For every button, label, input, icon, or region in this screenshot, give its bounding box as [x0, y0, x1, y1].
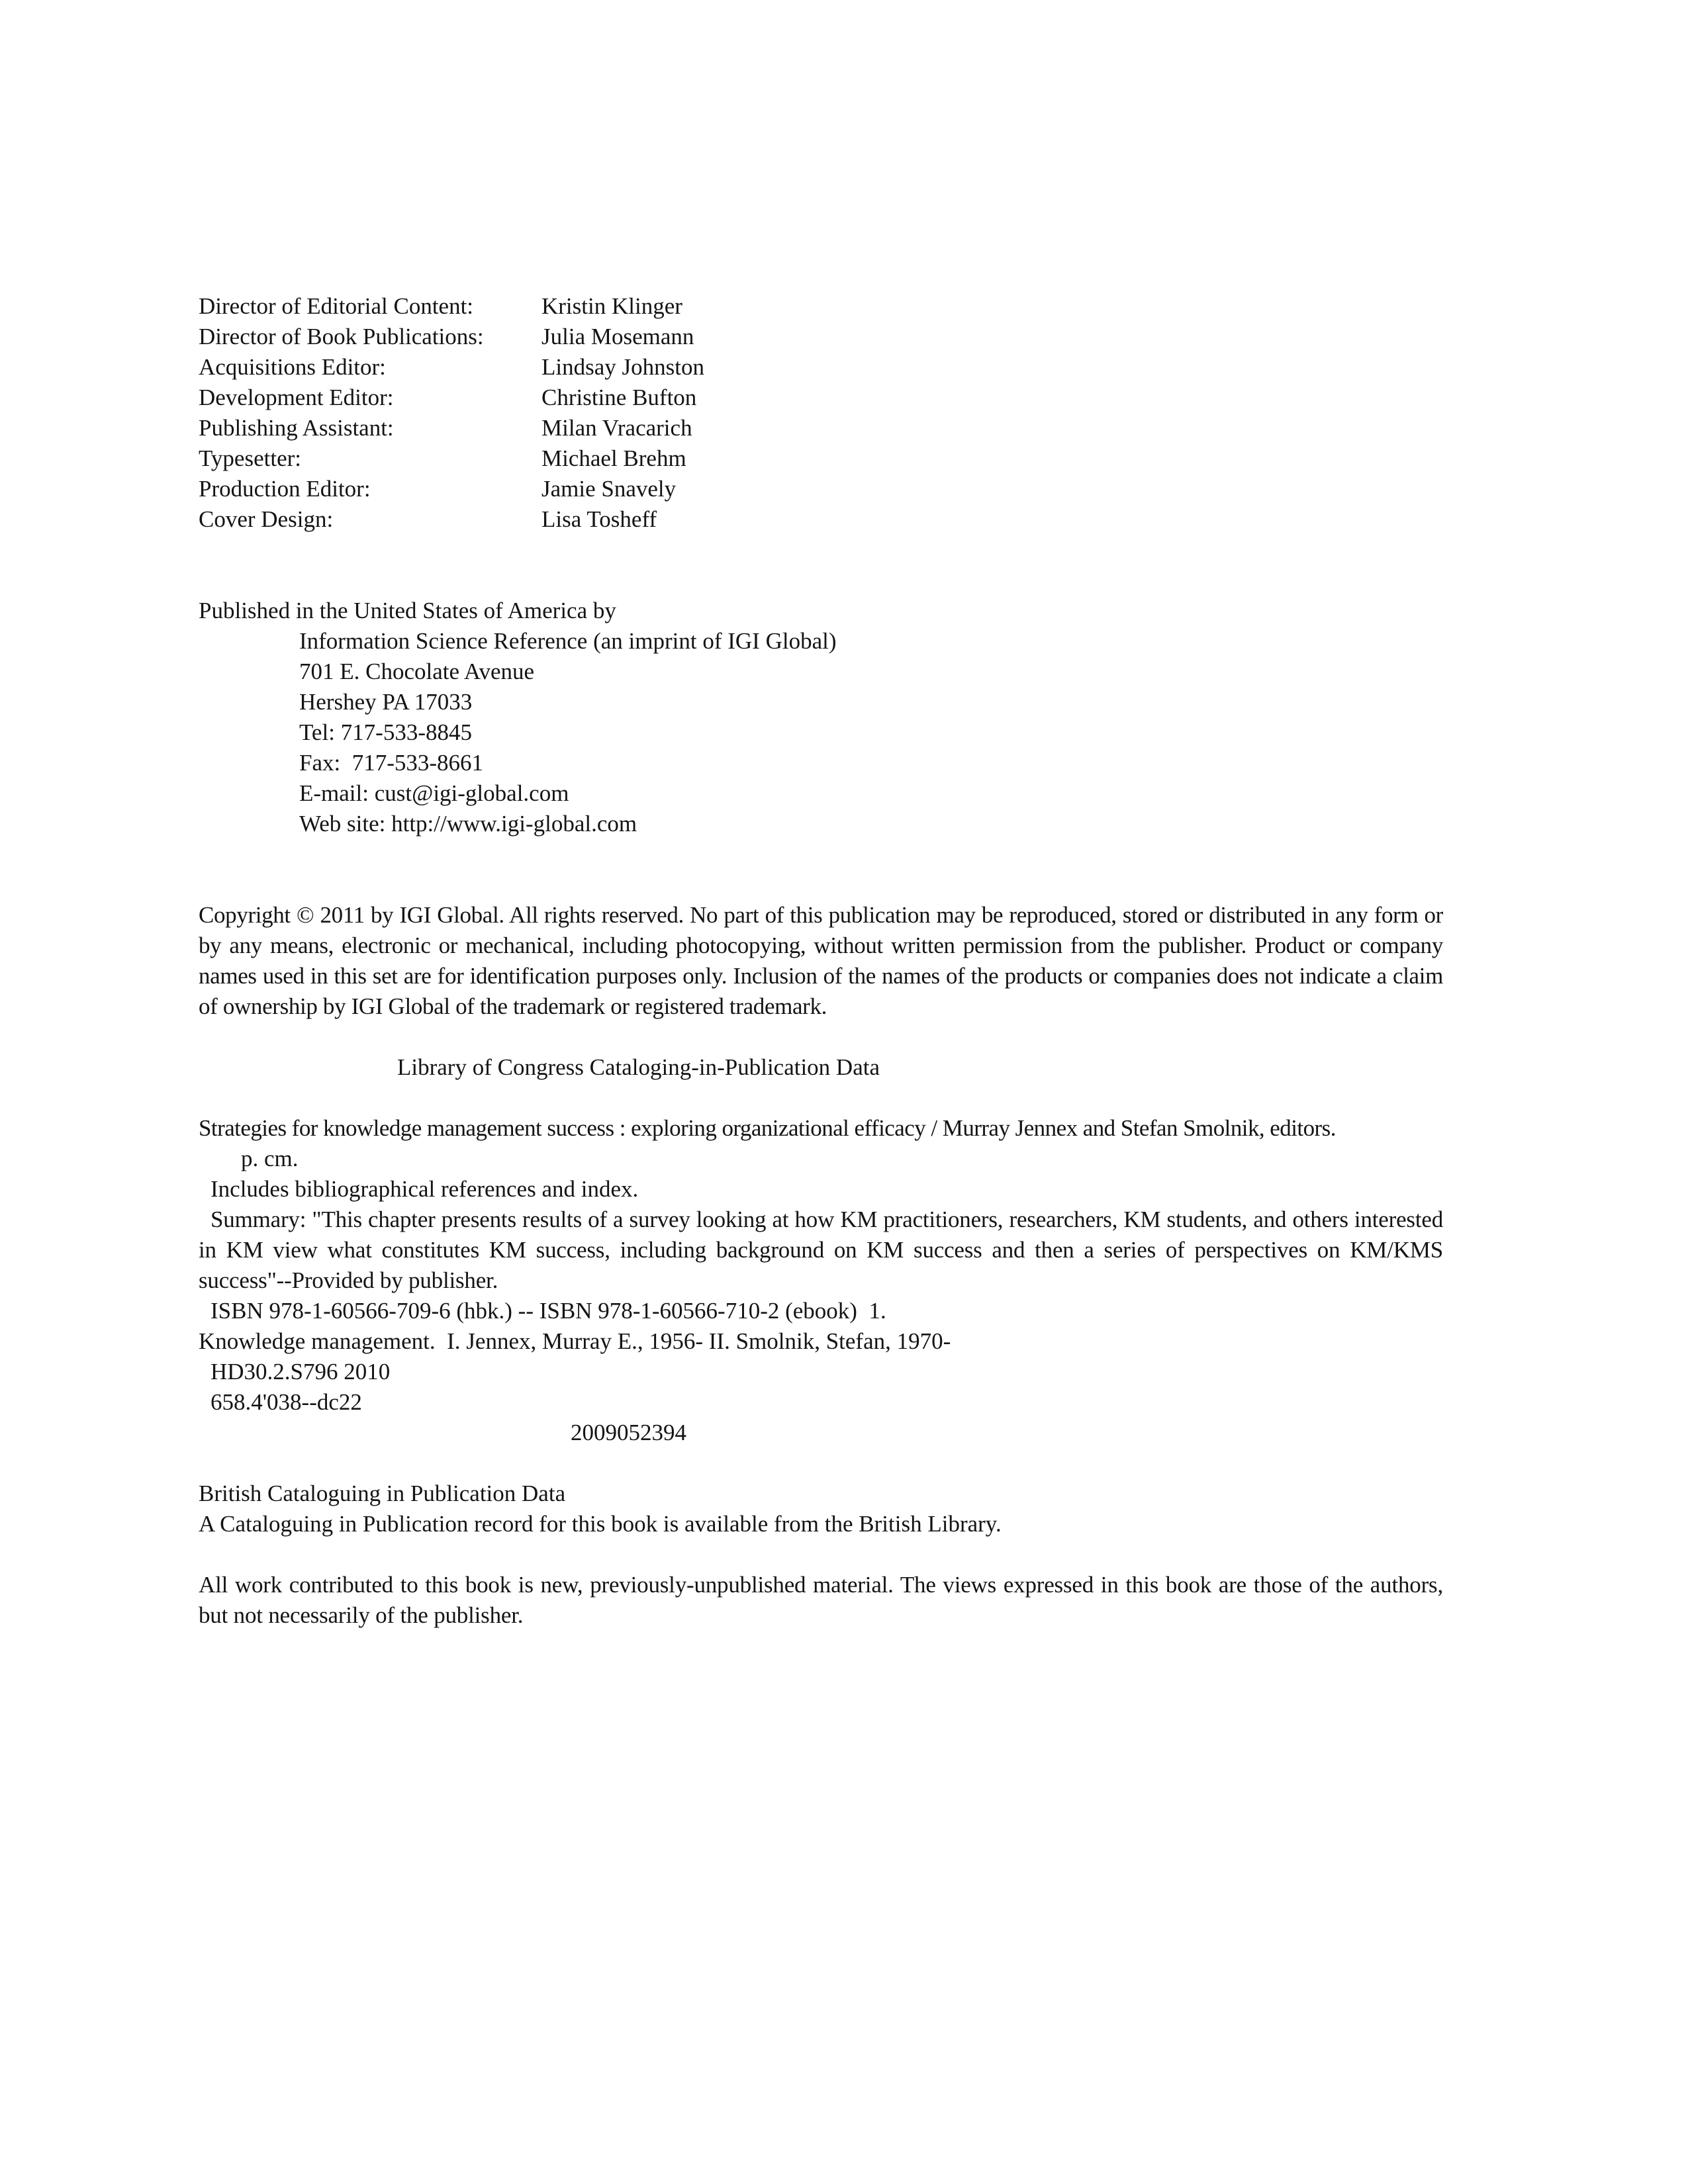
- originality-statement: All work contributed to this book is new, previously-unpublished material. The views expressed in this book are those of the authors, but not necessarily of the publisher.: [199, 1572, 1443, 1628]
- editorial-staff-list: [199, 291, 1443, 535]
- staff-name: Lindsay Johnston: [541, 354, 704, 380]
- staff-row: [199, 291, 1443, 322]
- staff-role: Director of Editorial Content:: [199, 293, 474, 319]
- publisher-intro: Published in the United States of America by: [199, 598, 616, 623]
- cip-lccn: 2009052394: [571, 1420, 686, 1445]
- staff-role: Acquisitions Editor:: [199, 354, 386, 380]
- cip-physical: p. cm.: [241, 1146, 299, 1171]
- staff-row: [199, 504, 1443, 535]
- staff-role: Development Editor:: [199, 385, 394, 410]
- cip-summary-text: Summary: "This chapter presents results of a survey looking at how KM practitioners, researchers, KM students, and others interested in KM view what constitutes KM success, including background on KM success and then a series of perspectives on KM/KMS success"--Provided by publisher.: [199, 1206, 1443, 1293]
- cip-summary: [199, 1205, 1443, 1296]
- cip-isbn: ISBN 978-1-60566-709-6 (hbk.) -- ISBN 978-1-60566-710-2 (ebook) 1.: [211, 1298, 886, 1324]
- staff-row: [199, 322, 1443, 352]
- staff-name: Lisa Tosheff: [541, 506, 657, 532]
- cip-title: Strategies for knowledge management success : exploring organizational efficacy / Murray Jennex and Stefan Smolnik, editors.: [199, 1115, 1336, 1141]
- staff-row: [199, 413, 1443, 443]
- staff-role: Director of Book Publications:: [199, 324, 484, 349]
- staff-role: Cover Design:: [199, 506, 334, 532]
- staff-name: Kristin Klinger: [541, 293, 682, 319]
- staff-role: Publishing Assistant:: [199, 415, 394, 441]
- publisher-email: E-mail: cust@igi-global.com: [299, 780, 569, 806]
- publisher-block: [199, 596, 1443, 839]
- british-cip: [199, 1479, 1443, 1539]
- staff-name: Milan Vracarich: [541, 415, 692, 441]
- british-heading: British Cataloguing in Publication Data: [199, 1480, 566, 1506]
- publisher-street: 701 E. Chocolate Avenue: [299, 659, 535, 684]
- publisher-city: Hershey PA 17033: [299, 689, 473, 715]
- staff-row: [199, 383, 1443, 413]
- publisher-website: Web site: http://www.igi-global.com: [299, 811, 637, 837]
- publisher-tel: Tel: 717-533-8845: [299, 719, 472, 745]
- cip-classification: HD30.2.S796 2010: [211, 1359, 391, 1385]
- cip-includes: Includes bibliographical references and index.: [211, 1176, 639, 1202]
- publisher-name: Information Science Reference (an imprint of IGI Global): [299, 628, 837, 654]
- british-record: A Cataloguing in Publication record for this book is available from the British Library.: [199, 1511, 1002, 1537]
- staff-name: Christine Bufton: [541, 385, 697, 410]
- staff-role: Typesetter:: [199, 445, 301, 471]
- copyright-page: [199, 291, 1443, 1631]
- staff-name: Julia Mosemann: [541, 324, 694, 349]
- cip-subjects: Knowledge management. I. Jennex, Murray E., 1956- II. Smolnik, Stefan, 1970-: [199, 1328, 951, 1354]
- staff-row: [199, 474, 1443, 504]
- staff-row: [199, 352, 1443, 383]
- loc-heading: Library of Congress Cataloging-in-Publication Data: [397, 1054, 880, 1080]
- publisher-address: [199, 626, 1443, 839]
- staff-name: Michael Brehm: [541, 445, 686, 471]
- staff-name: Jamie Snavely: [541, 476, 677, 502]
- staff-role: Production Editor:: [199, 476, 371, 502]
- copyright-notice: Copyright © 2011 by IGI Global. All rights reserved. No part of this publication may be reproduced, stored or distributed in any form or by any means, electronic or mechanical, including photocopying, without written permission from the publisher. Product or company names used in this set are for identification purposes only. Inclusion of the names of the products or companies does not indicate a claim of ownership by IGI Global of the trademark or registered trademark.: [199, 902, 1443, 1019]
- loc-cip-record: [199, 1113, 1443, 1448]
- publisher-fax: Fax: 717-533-8661: [299, 750, 484, 776]
- cip-dewey: 658.4'038--dc22: [211, 1389, 362, 1415]
- staff-row: [199, 443, 1443, 474]
